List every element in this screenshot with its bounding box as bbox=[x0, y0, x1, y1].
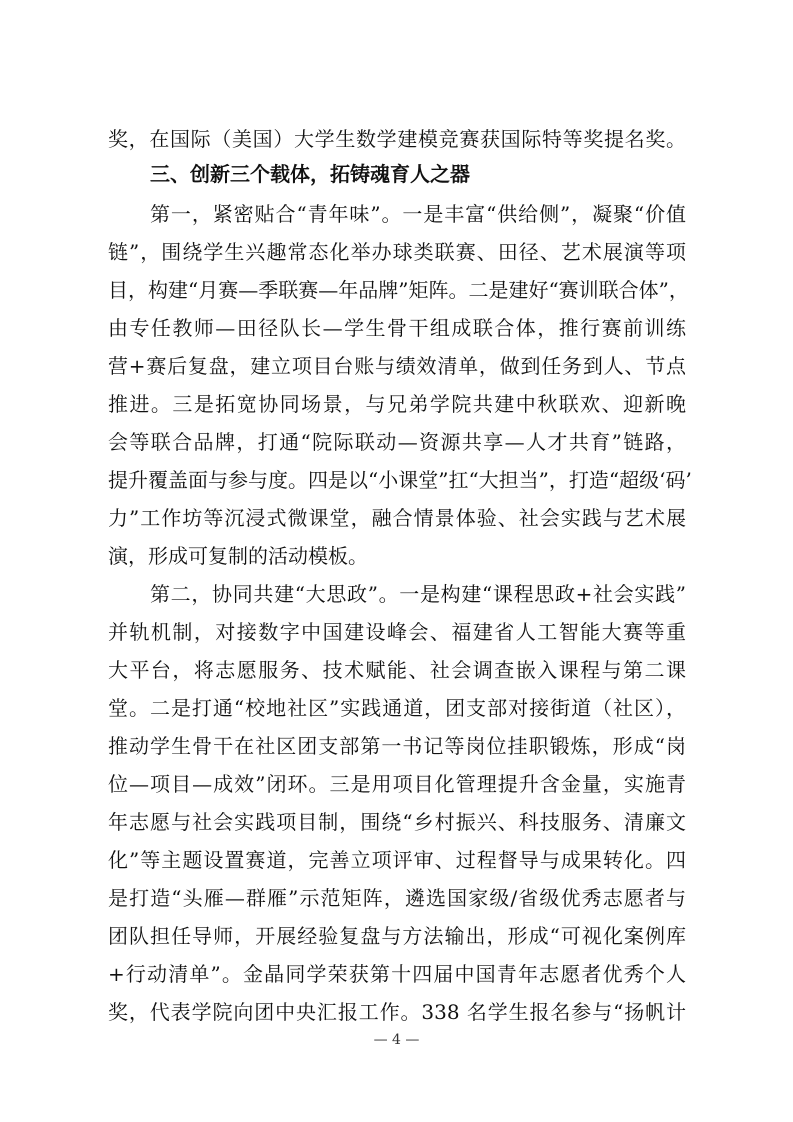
paragraph-line: 是打造“头雁—群雁”示范矩阵，遴选国家级/省级优秀志愿者与 bbox=[108, 886, 686, 910]
paragraph-line: 提升覆盖面与参与度。四是以“小课堂”扛“大担当”，打造“超级‘码’ bbox=[108, 468, 692, 492]
paragraph-line: 第二，协同共建“大思政”。一是构建“课程思政+社会实践” bbox=[150, 582, 686, 606]
paragraph-line: 年志愿与社会实践项目制，围绕“乡村振兴、科技服务、清廉文 bbox=[108, 810, 686, 834]
paragraph-line: 目，构建“月赛—季联赛—年品牌”矩阵。二是建好“赛训联合体”， bbox=[108, 278, 689, 302]
paragraph-line: 链”，围绕学生兴趣常态化举办球类联赛、田径、艺术展演等项 bbox=[108, 240, 686, 264]
paragraph-line: 并轨机制，对接数字中国建设峰会、福建省人工智能大赛等重 bbox=[108, 620, 686, 644]
paragraph-line: 力”工作坊等沉浸式微课堂，融合情景体验、社会实践与艺术展 bbox=[108, 506, 686, 530]
paragraph-line: 奖，代表学院向团中央汇报工作。338 名学生报名参与“扬帆计 bbox=[108, 1000, 686, 1024]
paragraph-line: 由专任教师—田径队长—学生骨干组成联合体，推行赛前训练 bbox=[108, 316, 686, 340]
paragraph-line: 第一，紧密贴合“青年味”。一是丰富“供给侧”，凝聚“价值 bbox=[150, 202, 686, 226]
body-line: 奖，在国际（美国）大学生数学建模竞赛获国际特等奖提名奖。 bbox=[108, 127, 686, 151]
paragraph-line: 化”等主题设置赛道，完善立项评审、过程督导与成果转化。四 bbox=[108, 848, 686, 872]
paragraph-line: 营+赛后复盘，建立项目台账与绩效清单，做到任务到人、节点 bbox=[108, 354, 686, 378]
paragraph-line: 大平台，将志愿服务、技术赋能、社会调查嵌入课程与第二课 bbox=[108, 658, 686, 682]
paragraph-line: 推动学生骨干在社区团支部第一书记等岗位挂职锻炼，形成“岗 bbox=[108, 734, 686, 758]
paragraph-line: 推进。三是拓宽协同场景，与兄弟学院共建中秋联欢、迎新晚 bbox=[108, 392, 686, 416]
page-number: — 4 — bbox=[373, 1032, 420, 1048]
paragraph-line: 会等联合品牌，打通“院际联动—资源共享—人才共育”链路， bbox=[108, 430, 686, 454]
paragraph-line: 位—项目—成效”闭环。三是用项目化管理提升含金量，实施青 bbox=[108, 772, 686, 796]
section-heading: 三、创新三个载体，拓铸魂育人之器 bbox=[150, 162, 470, 186]
paragraph-line: 演，形成可复制的活动模板。 bbox=[108, 544, 368, 568]
paragraph-line: 堂。二是打通“校地社区”实践通道，团支部对接街道（社区）， bbox=[108, 696, 686, 720]
paragraph-line: +行动清单”。金晶同学荣获第十四届中国青年志愿者优秀个人 bbox=[108, 962, 686, 986]
paragraph-line: 团队担任导师，开展经验复盘与方法输出，形成“可视化案例库 bbox=[108, 924, 686, 948]
